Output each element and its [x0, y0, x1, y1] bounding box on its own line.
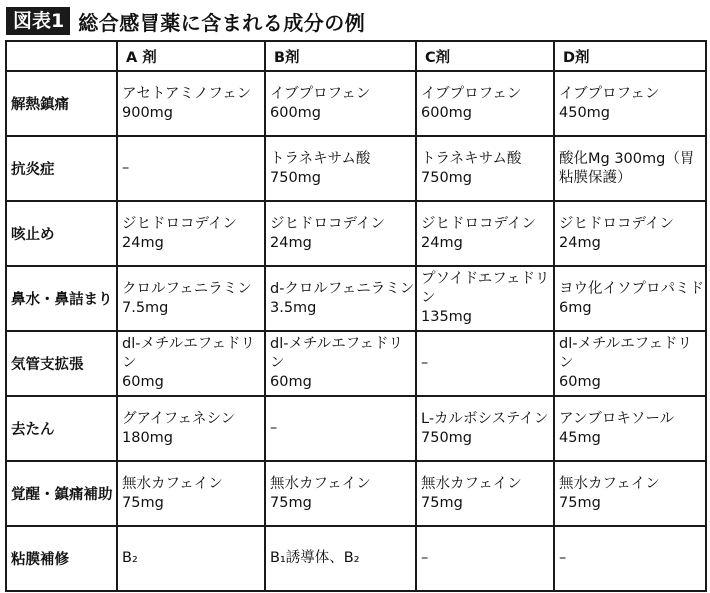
table-cell: –: [416, 526, 554, 591]
row-label: 解熱鎮痛: [6, 71, 117, 136]
table-cell: グアイフェネシン 180mg: [117, 396, 265, 461]
table-cell: ヨウ化イソプロパミド 6mg: [554, 266, 706, 331]
table-cell: アンブロキソール 45mg: [554, 396, 706, 461]
table-cell: アセトアミノフェン 900mg: [117, 71, 265, 136]
table-cell: 無水カフェイン 75mg: [554, 461, 706, 526]
row-label: 去たん: [6, 396, 117, 461]
table-row: [6, 266, 706, 331]
table-cell: 無水カフェイン 75mg: [117, 461, 265, 526]
table-cell: 酸化Mg 300mg（胃 粘膜保護）: [554, 136, 706, 201]
table-row: [6, 136, 706, 201]
table-cell: 無水カフェイン 75mg: [416, 461, 554, 526]
table-cell: プソイドエフェドリン 135mg: [416, 266, 554, 331]
table-row: [6, 396, 706, 461]
table-cell: –: [554, 526, 706, 591]
table-cell: イブプロフェン 450mg: [554, 71, 706, 136]
table-row: [6, 526, 706, 591]
table-cell: L-カルボシステイン 750mg: [416, 396, 554, 461]
figure-title: 総合感冒薬に含まれる成分の例: [78, 10, 366, 35]
table-row: [6, 331, 706, 396]
column-header-a: A 剤: [117, 41, 265, 71]
table-cell: B₁誘導体、B₂: [265, 526, 416, 591]
table-row: [6, 71, 706, 136]
column-header-c: C剤: [416, 41, 554, 71]
table-cell: ジヒドロコデイン 24mg: [554, 201, 706, 266]
row-label: 咳止め: [6, 201, 117, 266]
table-cell: dl-メチルエフェドリン 60mg: [554, 331, 706, 396]
table-cell: ジヒドロコデイン 24mg: [117, 201, 265, 266]
table-row: [6, 201, 706, 266]
row-label: 気管支拡張: [6, 331, 117, 396]
table-corner-cell: [6, 41, 117, 71]
table-cell: ジヒドロコデイン 24mg: [416, 201, 554, 266]
figure-header: [6, 6, 365, 36]
table-cell: B₂: [117, 526, 265, 591]
column-header-d: D剤: [554, 41, 706, 71]
table-cell: dl-メチルエフェドリン 60mg: [117, 331, 265, 396]
table-cell: イブプロフェン 600mg: [416, 71, 554, 136]
row-label: 抗炎症: [6, 136, 117, 201]
row-label: 覚醒・鎮痛補助: [6, 461, 117, 526]
table-cell: 無水カフェイン 75mg: [265, 461, 416, 526]
row-label: 鼻水・鼻詰まり: [6, 266, 117, 331]
table-header-row: [6, 41, 706, 71]
table-cell: –: [265, 396, 416, 461]
table-cell: –: [416, 331, 554, 396]
table-cell: トラネキサム酸 750mg: [416, 136, 554, 201]
ingredients-table: [5, 40, 707, 592]
table-cell: クロルフェニラミン 7.5mg: [117, 266, 265, 331]
table-cell: ジヒドロコデイン 24mg: [265, 201, 416, 266]
table-cell: d-クロルフェニラミン 3.5mg: [265, 266, 416, 331]
table-cell: トラネキサム酸 750mg: [265, 136, 416, 201]
table-cell: dl-メチルエフェドリン 60mg: [265, 331, 416, 396]
table-cell: イブプロフェン 600mg: [265, 71, 416, 136]
column-header-b: B剤: [265, 41, 416, 71]
row-label: 粘膜補修: [6, 526, 117, 591]
table-row: [6, 461, 706, 526]
figure-label: 図表1: [6, 7, 70, 35]
table-cell: –: [117, 136, 265, 201]
